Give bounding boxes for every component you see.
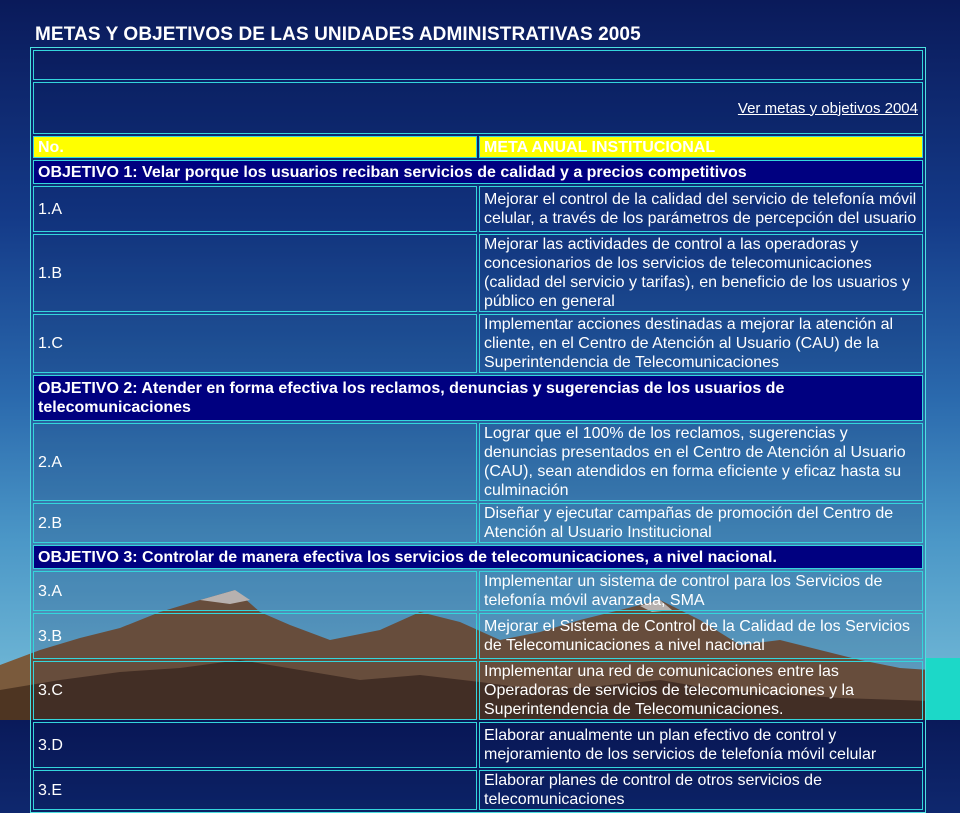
goal-text: Mejorar el control de la calidad del servicio de telefonía móvil celular, a través de los parámetros de percepción del usuario (479, 186, 923, 232)
blank-cell (33, 50, 923, 80)
goal-text: Implementar un sistema de control para los Servicios de telefonía móvil avanzada, SMA (479, 571, 923, 611)
link-row (33, 82, 923, 134)
goal-text: Mejorar las actividades de control a las operadoras y concesionarios de los servicios de telecomunicaciones (calidad del servicio y tarifas), en beneficio de los usuarios y público en general (479, 234, 923, 312)
goal-text: Diseñar y ejecutar campañas de promoción del Centro de Atención al Usuario Institucional (479, 503, 923, 543)
objective-row (33, 375, 923, 421)
goals-table (30, 47, 926, 813)
objective-title: OBJETIVO 3: Controlar de manera efectiva los servicios de telecomunicaciones, a nivel nacional. (33, 545, 923, 569)
objective-row (33, 545, 923, 569)
header-number-cell: No. (33, 136, 477, 158)
goal-number: 3.A (33, 571, 477, 611)
goal-text: Implementar acciones destinadas a mejorar la atención al cliente, en el Centro de Atención al Usuario (CAU) de la Superintendencia de Telecomunicaciones (479, 314, 923, 373)
table-row (33, 234, 923, 312)
table-row (33, 571, 923, 611)
table-row (33, 770, 923, 810)
objective-title: OBJETIVO 1: Velar porque los usuarios reciban servicios de calidad y a precios competitivos (33, 160, 923, 184)
goal-text: Mejorar el Sistema de Control de la Calidad de los Servicios de Telecomunicaciones a nivel nacional (479, 613, 923, 659)
goal-number: 1.A (33, 186, 477, 232)
objective-title: OBJETIVO 2: Atender en forma efectiva los reclamos, denuncias y sugerencias de los usuarios de telecomunicaciones (33, 375, 923, 421)
goal-number: 2.A (33, 423, 477, 501)
table-header-row (33, 136, 923, 158)
goal-text: Elaborar planes de control de otros servicios de telecomunicaciones (479, 770, 923, 810)
table-row (33, 314, 923, 373)
goal-number: 3.B (33, 613, 477, 659)
table-row (33, 186, 923, 232)
goal-number: 1.B (33, 234, 477, 312)
table-row (33, 722, 923, 768)
page-title: METAS Y OBJETIVOS DE LAS UNIDADES ADMINISTRATIVAS 2005 (35, 24, 641, 45)
goal-text: Elaborar anualmente un plan efectivo de control y mejoramiento de los servicios de telefonía móvil celular (479, 722, 923, 768)
goal-number: 3.D (33, 722, 477, 768)
table-row (33, 423, 923, 501)
goal-number: 3.C (33, 661, 477, 720)
table-row (33, 503, 923, 543)
header-goal-cell: META ANUAL INSTITUCIONAL (479, 136, 923, 158)
objective-row (33, 160, 923, 184)
goal-number: 3.E (33, 770, 477, 810)
goal-number: 1.C (33, 314, 477, 373)
goal-number: 2.B (33, 503, 477, 543)
goal-text: Lograr que el 100% de los reclamos, sugerencias y denuncias presentados en el Centro de Atención al Usuario (CAU), sean atendidos en forma eficiente y eficaz hasta su culminación (479, 423, 923, 501)
blank-row (33, 50, 923, 80)
link-cell (33, 82, 923, 134)
goal-text: Implementar una red de comunicaciones entre las Operadoras de servicios de telecomunicaciones y la Superintendencia de Telecomunicaciones. (479, 661, 923, 720)
table-row (33, 661, 923, 720)
previous-year-link[interactable]: Ver metas y objetivos 2004 (737, 99, 918, 117)
table-row (33, 613, 923, 659)
